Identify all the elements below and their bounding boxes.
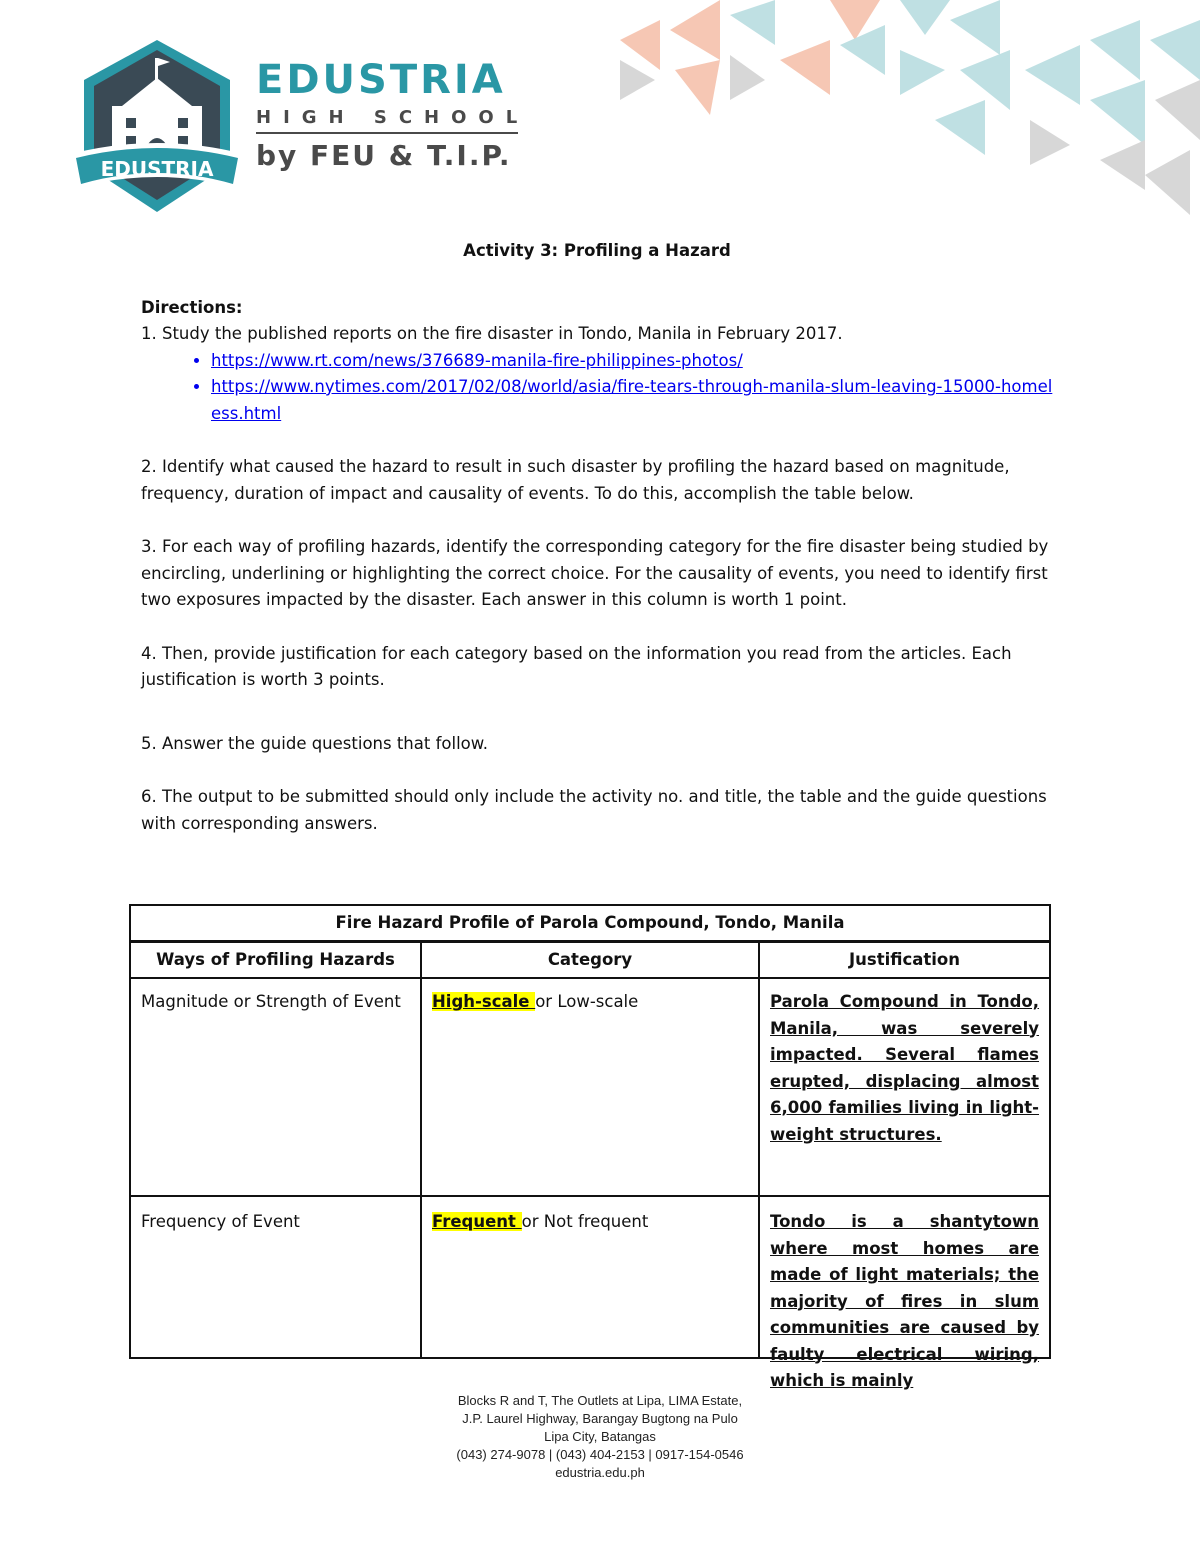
justification-cell: Parola Compound in Tondo, Manila, was severely impacted. Several flames erupted, displacing almost 6,000 families living in light-weight structures. xyxy=(759,978,1050,1196)
footer-address xyxy=(300,1392,900,1482)
step-6: 6. The output to be submitted should only include the activity no. and title, the table and the guide questions with corresponding answers. xyxy=(141,787,1047,833)
step-4: 4. Then, provide justification for each category based on the information you read from the articles. Each justification is worth 3 points. xyxy=(141,643,1012,689)
category-cell xyxy=(421,978,759,1196)
justification-cell: Tondo is a shantytown where most homes are made of light materials; the majority of fires in slum communities are caused by faulty electrical wiring, which is mainly xyxy=(770,1212,1040,1390)
activity-content xyxy=(141,238,1053,837)
category-cell xyxy=(421,1196,759,1358)
footer-website: edustria.edu.ph xyxy=(555,1465,645,1480)
other-choice: or Low-scale xyxy=(535,992,639,1011)
step-3: 3. For each way of profiling hazards, identify the corresponding category for the fire disaster being studied by encircling, underlining or highlighting the correct choice. For the causality of events, you need to identify first two exposures impacted by the disaster. Each answer in this column is worth 1 point. xyxy=(141,537,1049,609)
selected-choice: High-scale xyxy=(432,992,536,1011)
brand-by-line: by FEU & T.I.P. xyxy=(256,139,512,172)
step-2: 2. Identify what caused the hazard to result in such disaster by profiling the hazard based on magnitude, frequency, duration of impact and causality of events. To do this, accomplish the table below. xyxy=(141,457,1010,503)
way-cell: Frequency of Event xyxy=(130,1196,421,1358)
footer-phone: (043) 274-9078 | (043) 404-2153 | 0917-154-0546 xyxy=(456,1447,744,1462)
footer-line: Blocks R and T, The Outlets at Lipa, LIMA Estate, xyxy=(457,1393,743,1408)
decorative-triangles xyxy=(600,0,1200,230)
other-choice: or Not frequent xyxy=(521,1212,649,1231)
logo-banner-text: EDUSTRIA xyxy=(100,157,214,181)
reference-links xyxy=(141,348,1053,428)
header-ways: Ways of Profiling Hazards xyxy=(130,942,421,979)
directions-label: Directions: xyxy=(141,297,243,317)
step-5: 5. Answer the guide questions that follow. xyxy=(141,733,488,753)
header-category: Category xyxy=(421,942,759,979)
step-1: 1. Study the published reports on the fire disaster in Tondo, Manila in February 2017. xyxy=(141,324,843,343)
hazard-profile-table xyxy=(129,904,1051,1390)
link-item xyxy=(211,374,1053,427)
table-row xyxy=(130,1196,1050,1358)
header-justification: Justification xyxy=(759,942,1050,979)
justification-cell-container xyxy=(759,1196,1050,1390)
activity-title: Activity 3: Profiling a Hazard xyxy=(463,241,731,260)
school-logo xyxy=(66,36,248,218)
footer-line: Lipa City, Batangas xyxy=(544,1429,656,1444)
brand-name: EDUSTRIA xyxy=(256,57,506,103)
footer-line: J.P. Laurel Highway, Barangay Bugtong na Pulo xyxy=(462,1411,738,1426)
table-row xyxy=(130,978,1050,1196)
way-cell: Magnitude or Strength of Event xyxy=(130,978,421,1196)
table-caption: Fire Hazard Profile of Parola Compound, Tondo, Manila xyxy=(130,905,1050,942)
selected-choice: Frequent xyxy=(432,1212,522,1231)
nytimes-article-link[interactable]: https://www.nytimes.com/2017/02/08/world/asia/fire-tears-through-manila-slum-leaving-15000-homeless.html xyxy=(211,377,1053,423)
rt-article-link[interactable]: https://www.rt.com/news/376689-manila-fire-philippines-photos/ xyxy=(211,350,743,370)
link-item xyxy=(211,348,1053,375)
brand-block xyxy=(256,57,530,174)
brand-subtitle: HIGH SCHOOL xyxy=(256,106,518,134)
